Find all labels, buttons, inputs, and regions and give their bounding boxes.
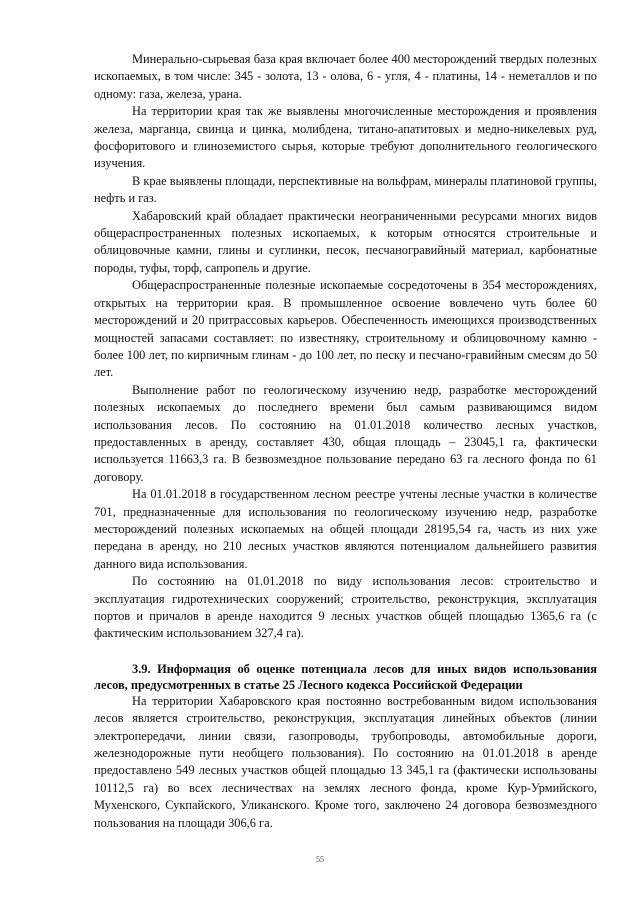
paragraph-geological-study: Выполнение работ по геологическому изучению недр, разработке месторождений полезных ископаемых до последнего времени был самым развивающимся видом использования лесов. По состоянию на 01.01.2018 количество лесных участков, предоставленных в аренду, составляет 430, общая площадь – 23045,1 га, фактически используется 11663,3 га. В безвозмездное пользование передано 63 га лесного фонда по 61 договору.	[94, 382, 597, 484]
paragraph-linear-objects: На территории Хабаровского края постоянно востребованным видом использования лесов является строительство, реконструкция, эксплуатация линейных объектов (линии электропередачи, линии связи, газопроводы, трубопроводы, автомобильные дороги, железнодорожные пути необщего пользования). По состоянию на 01.01.2018 в аренде предоставлено 549 лесных участков общей площадью 13 345,1 га (фактически использованы 10112,5 га) во всех лесничествах на землях лесного фонда, кроме Кур-Урмийского, Мухенского, Сукпайского, Уликанского. Кроме того, заключено 24 договора безвозмездного пользования на площади 306,6 га.	[94, 693, 597, 830]
paragraph-deposits: На территории края так же выявлены многочисленные месторождения и проявления железа, марганца, свинца и цинка, молибдена, титано-апатитовых и медно-никелевых руд, фосфоритового и глиноземистого сырья, которые требуют дополнительного геологического изучения.	[94, 104, 597, 171]
paragraph-prospective-areas: В крае выявлены площади, перспективные на вольфрам, минералы платиновой группы, нефть и газ.	[94, 173, 597, 206]
section-heading: 3.9. Информация об оценке потенциала лесов для иных видов использования лесов, предусмотренных в статье 25 Лесного кодекса Российской Федерации	[94, 661, 597, 692]
section-gap	[94, 643, 597, 661]
paragraph-common-deposits: Общераспространенные полезные ископаемые сосредоточены в 354 месторождениях, открытых на территории края. В промышленное освоение вовлечено чуть более 60 месторождений и 20 притрассовых карьеров. Обеспеченность имеющихся производственных мощностей запасами составляет: по известняку, строительному и облицовочному камню - более 100 лет, по кирпичным глинам - до 100 лет, по песку и песчано-гравийным смесям до 50 лет.	[94, 278, 597, 380]
paragraph-mineral-base: Минерально-сырьевая база края включает более 400 месторождений твердых полезных ископаемых, в том числе: 345 - золота, 13 - олова, 6 - угля, 4 - платины, 14 - неметаллов и по одному: газа, железа, урана.	[94, 52, 597, 101]
paragraph-forest-registry: На 01.01.2018 в государственном лесном реестре учтены лесные участки в количестве 701, предназначенные для использования по геологическому изучению недр, разработке месторождений полезных ископаемых на общей площади 28195,54 га, часть из них уже передана в аренду, но 210 лесных участков являются потенциалом дальнейшего развития данного вида использования.	[94, 487, 597, 571]
body-text	[94, 51, 597, 832]
paragraph-common-minerals: Хабаровский край обладает практически неограниченными ресурсами многих видов общераспространенных полезных ископаемых, к которым относятся строительные и облицовочные камни, глины и суглинки, песок, песчаногравийный материал, карбонатные породы, туфы, торф, сапропель и другие.	[94, 208, 597, 275]
page-number: 55	[316, 855, 324, 864]
paragraph-hydro-structures: По состоянию на 01.01.2018 по виду использования лесов: строительство и эксплуатация гидротехнических сооружений; строительство, реконструкция, эксплуатация портов и причалов в аренде находится 9 лесных участков общей площадью 1365,6 га (с фактическим использованием 327,4 га).	[94, 574, 597, 641]
